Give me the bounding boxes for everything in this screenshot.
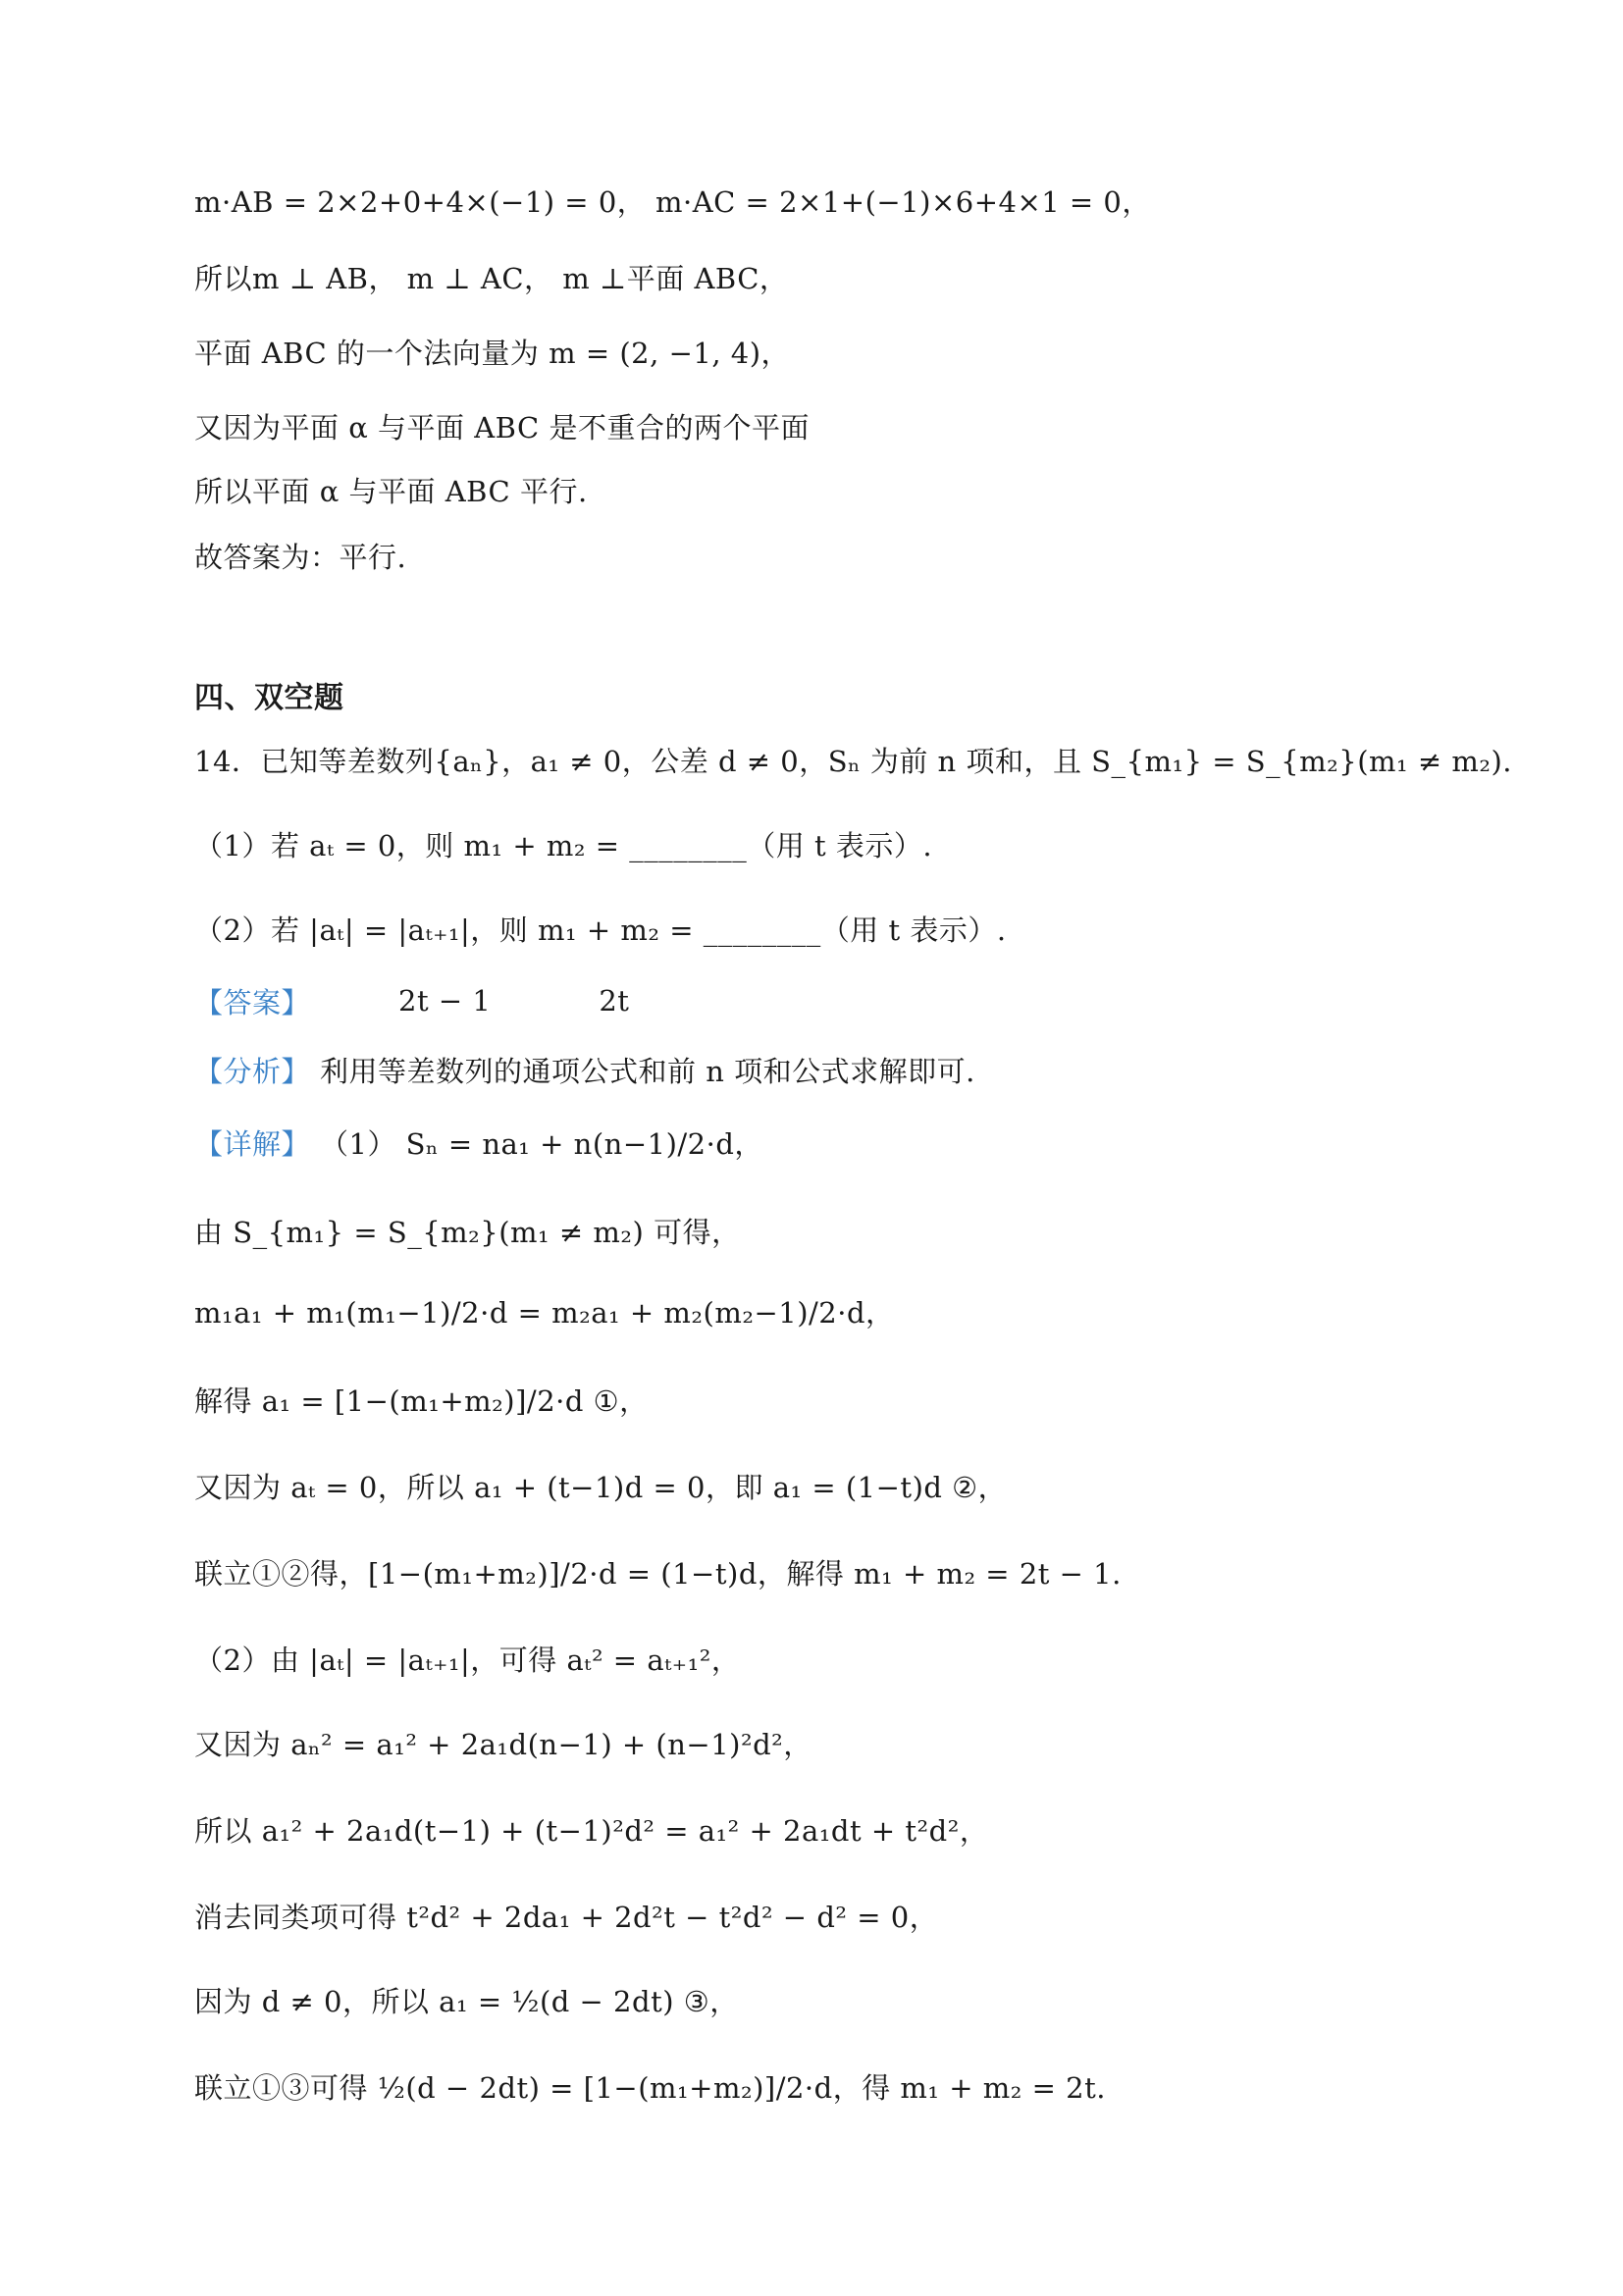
text-line: 又因为平面 α 与平面 ABC 是不重合的两个平面 [194, 410, 810, 444]
detail-text: （1） Sₙ = na₁ + n(n−1)/2·d， [320, 1126, 763, 1161]
analysis-text: 利用等差数列的通项公式和前 n 项和公式求解即可. [320, 1054, 975, 1088]
solution-step: 联立①②得，[1−(m₁+m₂)]/2·d = (1−t)d，解得 m₁ + m₂ = 2t − 1. [194, 1556, 1122, 1591]
solution-step: 所以 a₁² + 2a₁d(t−1) + (t−1)²d² = a₁² + 2a₁dt + t²d²， [194, 1813, 989, 1848]
analysis-label: 【分析】 [194, 1054, 311, 1088]
solution-step: 由 S_{m₁} = S_{m₂}(m₁ ≠ m₂) 可得， [194, 1215, 741, 1249]
solution-step: 又因为 aₜ = 0，所以 a₁ + (t−1)d = 0，即 a₁ = (1−t)d ②， [194, 1470, 1008, 1504]
text-line: 所以m ⊥ AB， m ⊥ AC， m ⊥平面 ABC， [194, 261, 789, 295]
text-line: m·AB = 2×2+0+4×(−1) = 0， m·AC = 2×1+(−1)×6+4×1 = 0， [194, 184, 1151, 219]
solution-step: m₁a₁ + m₁(m₁−1)/2·d = m₂a₁ + m₂(m₂−1)/2·d， [194, 1295, 895, 1330]
solution-step: （2）由 |aₜ| = |aₜ₊₁|，可得 aₜ² = aₜ₊₁²， [194, 1643, 741, 1677]
answer-label: 【答案】 [194, 985, 311, 1019]
text-line: 所以平面 α 与平面 ABC 平行. [194, 474, 588, 508]
solution-step: 联立①③可得 ½(d − 2dt) = [1−(m₁+m₂)]/2·d，得 m₁ + m₂ = 2t. [194, 2070, 1106, 2105]
answer-value-1: 2t − 1 [398, 984, 492, 1018]
question-part-2: （2）若 |aₜ| = |aₜ₊₁|，则 m₁ + m₂ = ________（用 t 表示）. [194, 913, 1007, 947]
text-line: 故答案为：平行. [194, 540, 407, 574]
detail-line [194, 1115, 763, 1170]
question-line: 14．已知等差数列{aₙ}，a₁ ≠ 0，公差 d ≠ 0，Sₙ 为前 n 项和，且 S_{m₁} = S_{m₂}(m₁ ≠ m₂). [194, 744, 1513, 778]
solution-step: 又因为 aₙ² = a₁² + 2a₁d(n−1) + (n−1)²d²， [194, 1727, 812, 1761]
solution-step: 消去同类项可得 t²d² + 2da₁ + 2d²t − t²d² − d² = 0， [194, 1900, 939, 1934]
question-part-1: （1）若 aₜ = 0，则 m₁ + m₂ = ________（用 t 表示）. [194, 828, 933, 862]
text-line: 平面 ABC 的一个法向量为 m = (2, −1, 4)， [194, 336, 791, 370]
solution-step: 解得 a₁ = [1−(m₁+m₂)]/2·d ①， [194, 1383, 649, 1418]
analysis-line [194, 1042, 975, 1097]
section-heading: 四、双空题 [194, 681, 344, 715]
detail-label: 【详解】 [194, 1126, 311, 1161]
solution-step: 因为 d ≠ 0，所以 a₁ = ½(d − 2dt) ③， [194, 1984, 739, 2018]
answer-line [194, 973, 629, 1028]
answer-value-2: 2t [599, 984, 630, 1018]
